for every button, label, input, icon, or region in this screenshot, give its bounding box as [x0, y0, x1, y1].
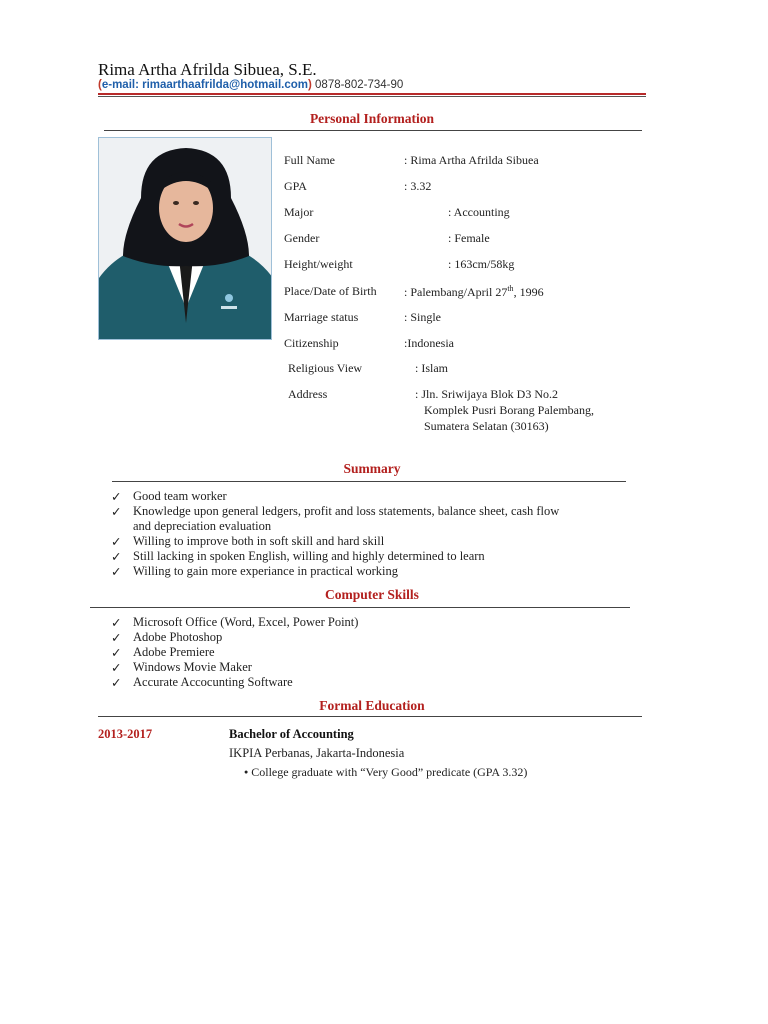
check-icon: ✓	[111, 490, 122, 504]
education-years: 2013-2017	[98, 727, 153, 741]
info-label-height-weight: Height/weight	[284, 257, 353, 271]
check-icon: ✓	[111, 550, 122, 564]
check-icon: ✓	[111, 505, 122, 519]
check-icon: ✓	[111, 616, 122, 630]
header-divider-red	[98, 93, 646, 95]
email-close-paren: )	[307, 79, 312, 91]
portrait-illustration	[99, 138, 272, 340]
section-title-education: Formal Education	[319, 698, 425, 713]
birth-value-main: : Palembang/April 27	[404, 285, 508, 299]
section-title-summary: Summary	[343, 461, 401, 476]
profile-photo	[98, 137, 272, 340]
info-label-major: Major	[284, 205, 314, 219]
section-title-computer-skills: Computer Skills	[325, 587, 419, 602]
section-title-personal: Personal Information	[309, 111, 435, 126]
check-icon: ✓	[111, 646, 122, 660]
info-label-gender: Gender	[284, 231, 320, 245]
email-link[interactable]: e-mail: rimaarthaafrilda@hotmail.com	[101, 79, 308, 91]
check-icon: ✓	[111, 661, 122, 675]
section-rule-education	[98, 716, 642, 717]
info-label-marriage: Marriage status	[284, 310, 359, 324]
info-value-height-weight: : 163cm/58kg	[448, 257, 515, 271]
contact-line	[98, 79, 403, 91]
education-degree: Bachelor of Accounting	[229, 727, 354, 741]
info-value-gpa: : 3.32	[404, 179, 432, 193]
info-value-address-line1: : Jln. Sriwijaya Blok D3 No.2	[415, 387, 558, 401]
birth-value-sup: th	[507, 284, 514, 293]
section-rule-summary	[112, 481, 626, 482]
info-value-birth	[404, 284, 544, 300]
check-icon: ✓	[111, 631, 122, 645]
education-note-text: College graduate with “Very Good” predicate (GPA 3.32)	[251, 765, 528, 779]
section-rule-computer-skills	[90, 607, 630, 608]
email-open-paren: (	[98, 79, 102, 91]
info-label-full-name: Full Name	[284, 153, 335, 167]
bullet-icon: ●	[244, 768, 249, 776]
info-label-citizenship: Citizenship	[284, 336, 339, 350]
check-icon: ✓	[111, 565, 122, 579]
info-label-religion: Religious View	[288, 361, 363, 375]
info-value-address-line2: Komplek Pusri Borang Palembang,	[424, 403, 594, 417]
education-note	[244, 765, 527, 780]
phone-number: 0878-802-734-90	[311, 79, 404, 91]
info-label-birth: Place/Date of Birth	[284, 284, 377, 298]
birth-value-year: , 1996	[513, 285, 544, 299]
info-value-major: : Accounting	[448, 205, 510, 219]
info-label-address: Address	[288, 387, 328, 401]
info-value-address-line3: Sumatera Selatan (30163)	[424, 419, 549, 433]
info-value-marriage: : Single	[404, 310, 442, 324]
header-divider-dark	[98, 96, 646, 97]
info-value-gender: : Female	[448, 231, 490, 245]
info-label-gpa: GPA	[284, 179, 307, 193]
section-rule-personal	[104, 130, 642, 131]
check-icon: ✓	[111, 676, 122, 690]
info-value-religion: : Islam	[415, 361, 448, 375]
check-icon: ✓	[111, 535, 122, 549]
candidate-name: Rima Artha Afrilda Sibuea, S.E.	[98, 60, 317, 79]
info-value-full-name: : Rima Artha Afrilda Sibuea	[404, 153, 539, 167]
info-value-citizenship: :Indonesia	[404, 336, 454, 350]
education-school: IKPIA Perbanas, Jakarta-Indonesia	[229, 746, 405, 760]
